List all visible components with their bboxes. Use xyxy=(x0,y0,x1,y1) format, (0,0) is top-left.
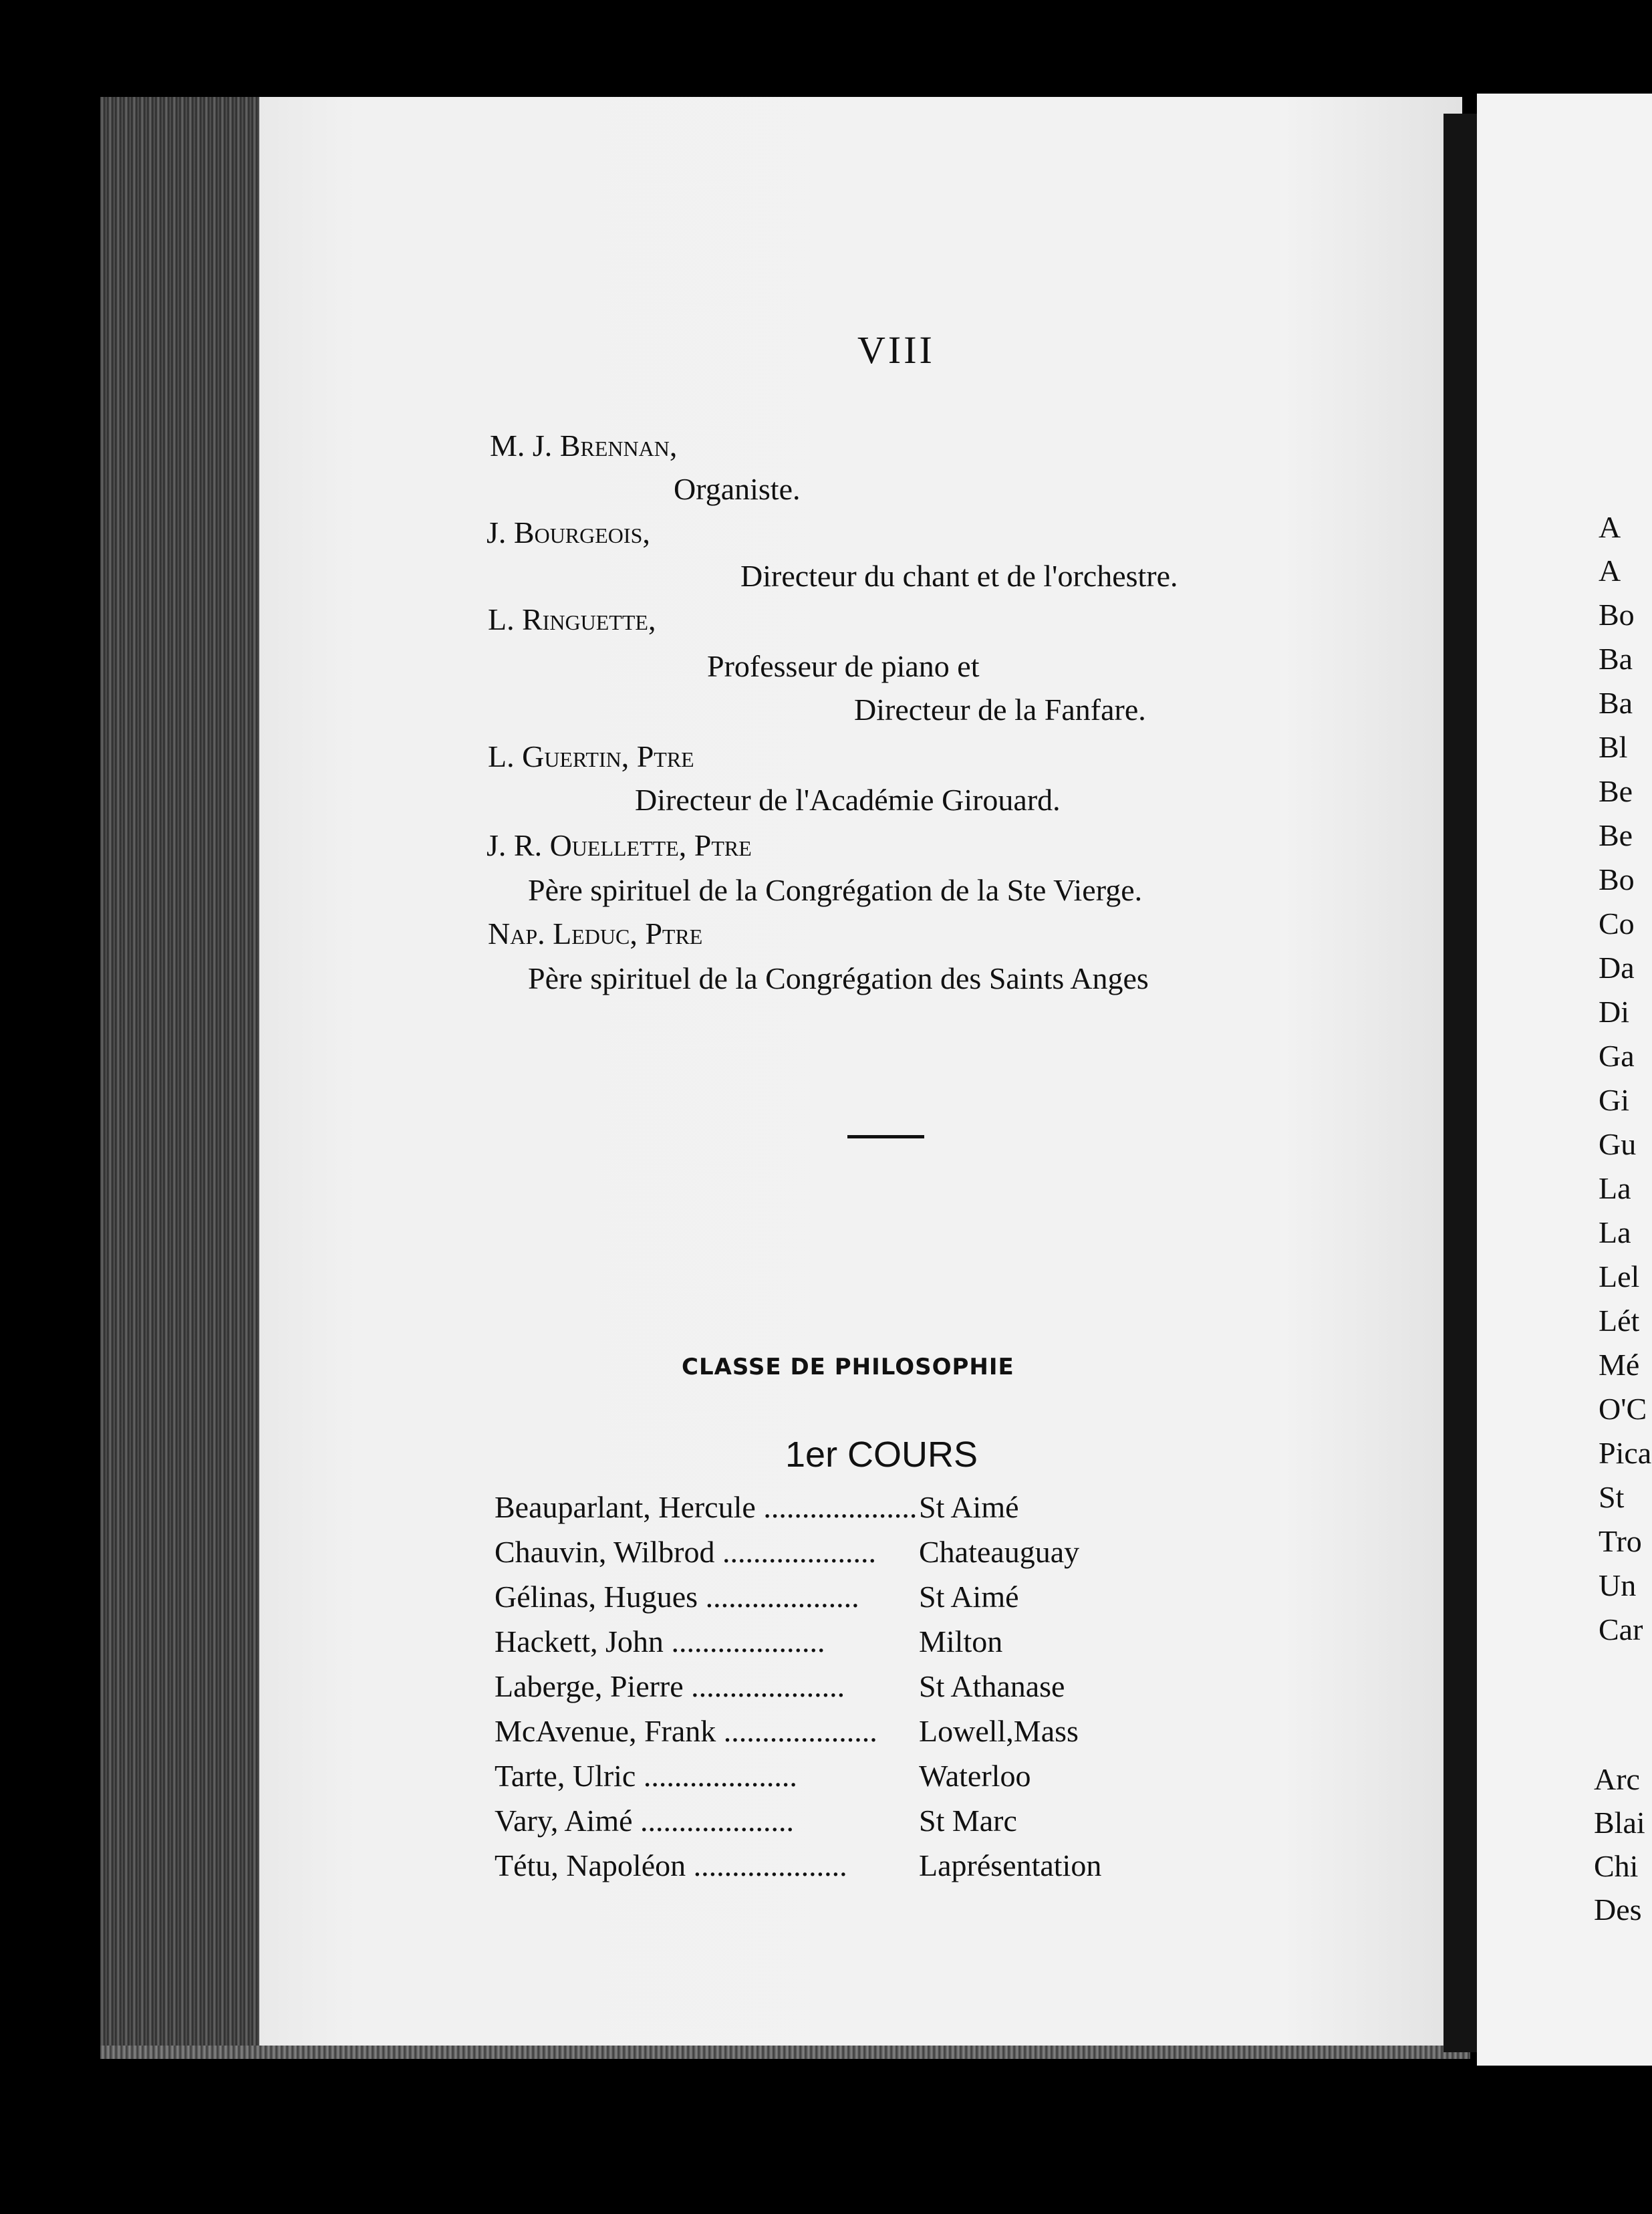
section-divider xyxy=(847,1135,924,1138)
facing-page-fragment: Des xyxy=(1594,1892,1642,1927)
student-row xyxy=(495,1713,1079,1749)
book-gutter xyxy=(1443,114,1477,2052)
facing-page-fragment: Tro xyxy=(1599,1524,1642,1558)
student-name: Chauvin, Wilbrod xyxy=(495,1535,715,1569)
student-row xyxy=(495,1803,1017,1838)
facing-page-fragment: Bo xyxy=(1599,598,1635,632)
student-name: Tarte, Ulric xyxy=(495,1759,636,1793)
student-place: Waterloo xyxy=(919,1759,1031,1793)
facing-page-fragment: Di xyxy=(1599,995,1629,1029)
dot-leader: .................... xyxy=(640,1804,795,1838)
student-row xyxy=(495,1489,1019,1525)
student-place: St Marc xyxy=(919,1804,1017,1838)
facing-page-fragment: A xyxy=(1599,510,1621,544)
dot-leader: .................... xyxy=(643,1759,797,1793)
facing-page-fragment: Bl xyxy=(1599,730,1628,764)
student-place: Lowell,Mass xyxy=(919,1714,1079,1748)
student-row xyxy=(495,1669,1065,1704)
facing-page-fragment: Un xyxy=(1599,1568,1637,1602)
student-place: St Aimé xyxy=(919,1490,1019,1524)
book-spine-edge xyxy=(100,97,261,2056)
facing-page-fragment: La xyxy=(1599,1171,1631,1205)
facing-page-fragment: Blai xyxy=(1594,1806,1645,1840)
dot-leader: .................... xyxy=(671,1624,825,1658)
staff-role: Directeur du chant et de l'orchestre. xyxy=(740,559,1178,593)
staff-name: M. J. Brennan, xyxy=(490,428,678,463)
facing-page-fragment: Da xyxy=(1599,951,1635,985)
student-row xyxy=(495,1534,1079,1570)
staff-name: J. Bourgeois, xyxy=(487,515,650,549)
staff-role: Organiste. xyxy=(674,472,801,506)
staff-name: L. Ringuette, xyxy=(488,602,656,636)
dot-leader: .................... xyxy=(705,1580,859,1614)
dot-leader: .................... xyxy=(693,1848,847,1882)
student-place: Chateauguay xyxy=(919,1535,1080,1569)
student-place: Milton xyxy=(919,1624,1003,1658)
student-name: Gélinas, Hugues xyxy=(495,1580,698,1614)
student-row xyxy=(495,1848,1101,1883)
student-name: Tétu, Napoléon xyxy=(495,1848,686,1882)
staff-role: Père spirituel de la Congrégation de la Ste Vierge. xyxy=(528,873,1143,907)
facing-page-fragment: Chi xyxy=(1594,1849,1639,1883)
dot-leader: .................... xyxy=(723,1714,877,1748)
page-number: VIII xyxy=(857,328,935,372)
student-place: Laprésentation xyxy=(919,1848,1102,1882)
facing-page-fragment: O'C xyxy=(1599,1392,1647,1426)
staff-name: L. Guertin, Ptre xyxy=(488,739,694,773)
facing-page-fragment: Mé xyxy=(1599,1348,1640,1382)
student-row xyxy=(495,1758,1030,1794)
staff-role: Directeur de l'Académie Girouard. xyxy=(635,783,1061,817)
facing-page-fragment: Ba xyxy=(1599,642,1633,676)
facing-page-fragment: A xyxy=(1599,554,1621,588)
facing-page-fragment: Car xyxy=(1599,1612,1643,1646)
student-name: McAvenue, Frank xyxy=(495,1714,716,1748)
dot-leader: .................... xyxy=(691,1669,845,1703)
facing-page-fragment: Be xyxy=(1599,774,1633,808)
student-name: Hackett, John xyxy=(495,1624,664,1658)
facing-page-fragment: Lét xyxy=(1599,1304,1640,1338)
facing-page-fragment: Be xyxy=(1599,818,1633,852)
facing-page-fragment: Gi xyxy=(1599,1083,1629,1117)
section-heading: CLASSE DE PHILOSOPHIE xyxy=(682,1354,1014,1380)
student-name: Vary, Aimé xyxy=(495,1804,633,1838)
staff-role: Professeur de piano et xyxy=(707,649,980,683)
page-bottom-edge xyxy=(100,2046,1470,2059)
facing-page-fragment: Gu xyxy=(1599,1127,1637,1161)
facing-page-fragment: Lel xyxy=(1599,1259,1640,1294)
dot-leader: .................... xyxy=(763,1490,918,1524)
facing-page-fragment: La xyxy=(1599,1215,1631,1249)
student-name: Laberge, Pierre xyxy=(495,1669,684,1703)
student-row xyxy=(495,1624,1002,1659)
staff-name: J. R. Ouellette, Ptre xyxy=(487,828,752,862)
dot-leader: .................... xyxy=(722,1535,877,1569)
facing-page-fragment: Co xyxy=(1599,906,1635,941)
student-place: St Aimé xyxy=(919,1580,1019,1614)
facing-page-fragment: Ga xyxy=(1599,1039,1635,1073)
facing-page-fragment: Arc xyxy=(1594,1762,1640,1796)
facing-page-fragment: Pica xyxy=(1599,1436,1652,1470)
student-row xyxy=(495,1579,1019,1614)
facing-page-fragment: St xyxy=(1599,1480,1625,1514)
student-place: St Athanase xyxy=(919,1669,1065,1703)
facing-page-fragment: Ba xyxy=(1599,686,1633,720)
facing-page-fragment: Bo xyxy=(1599,862,1635,896)
staff-name: Nap. Leduc, Ptre xyxy=(488,916,703,951)
course-heading: 1er COURS xyxy=(785,1435,978,1475)
student-name: Beauparlant, Hercule xyxy=(495,1490,756,1524)
staff-role: Directeur de la Fanfare. xyxy=(854,693,1146,727)
staff-role: Père spirituel de la Congrégation des Saints Anges xyxy=(528,961,1149,995)
